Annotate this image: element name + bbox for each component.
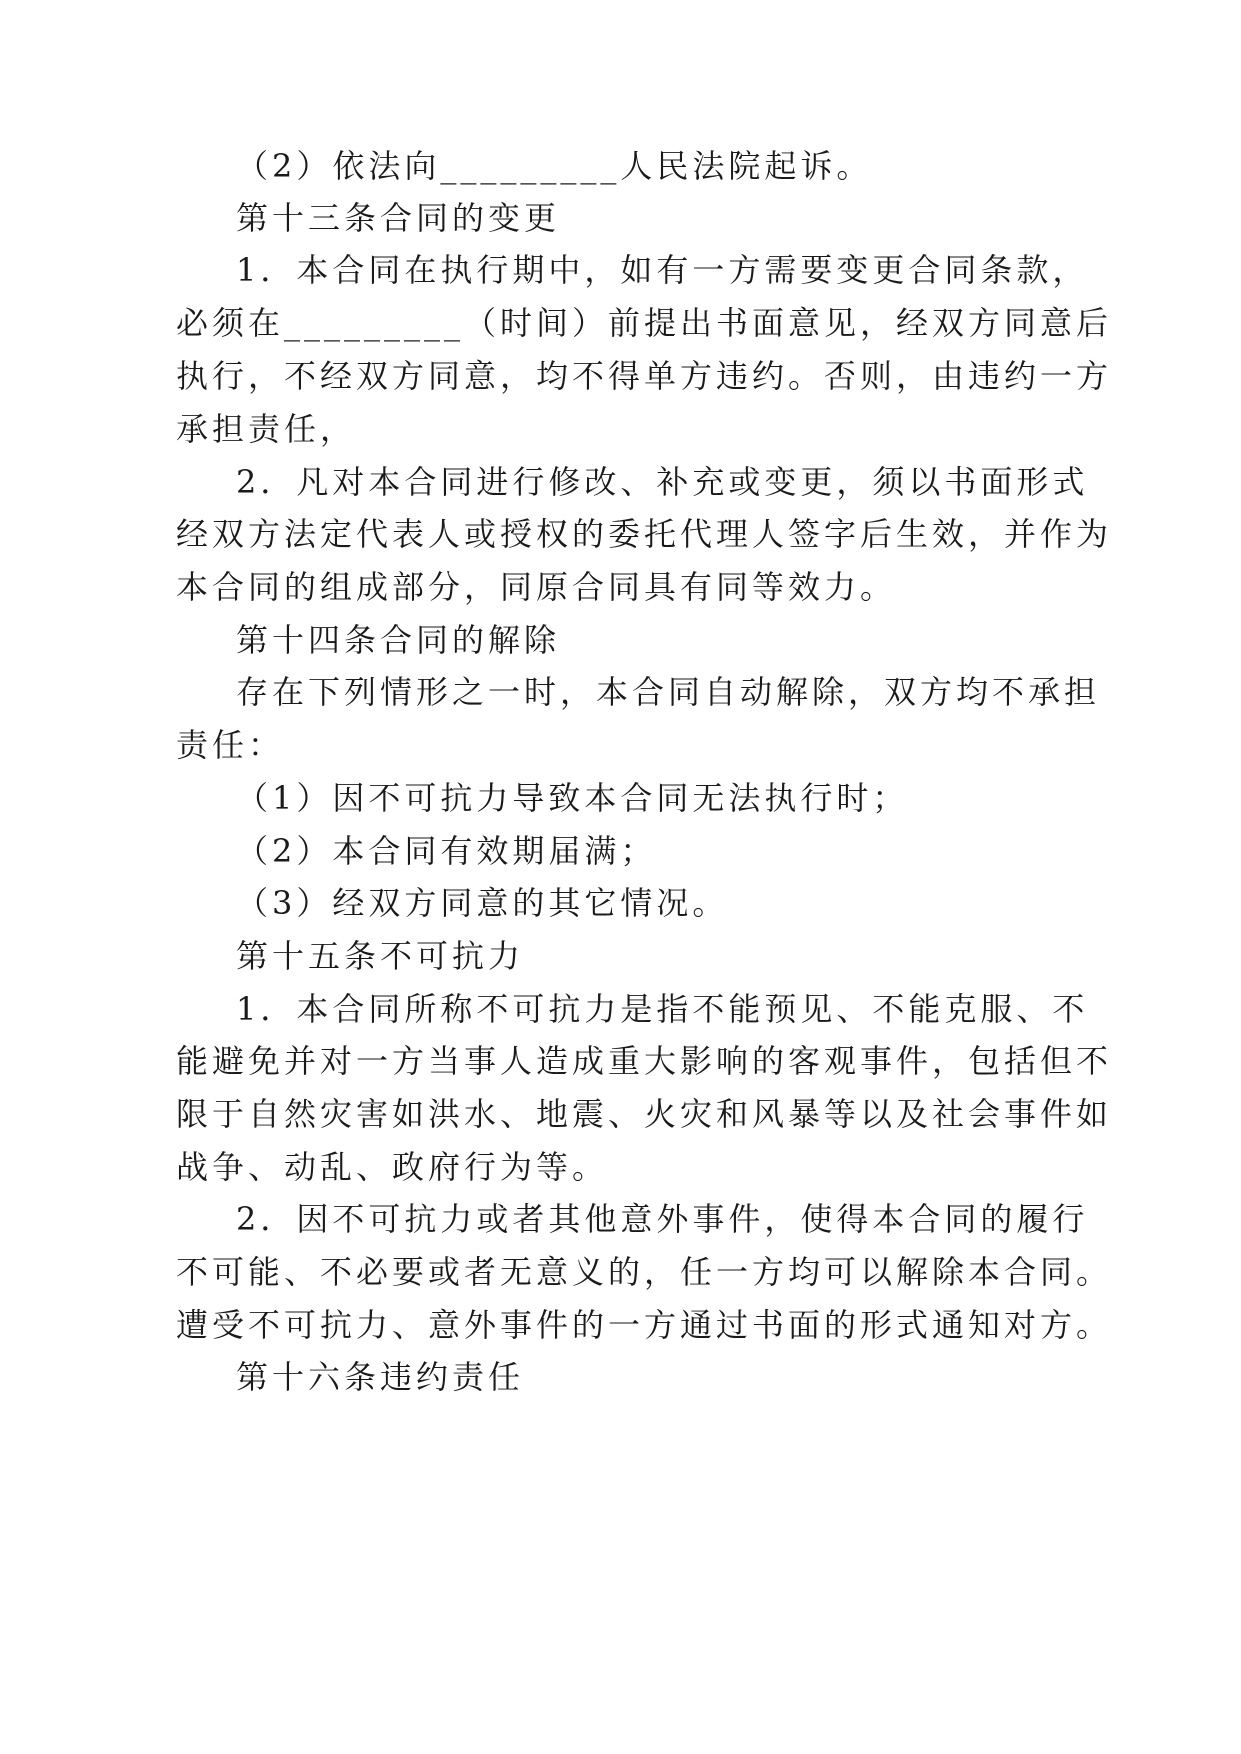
text-line-12: 责任：	[176, 726, 285, 764]
text-line-3: 1．本合同在执行期中，如有一方需要变更合同条款，	[236, 251, 1089, 289]
section-heading-14: 第十四条合同的解除	[236, 621, 561, 659]
text-line-4: 必须在_________（时间）前提出书面意见，经双方同意后	[176, 304, 1113, 342]
text-line-21: 2．因不可抗力或者其他意外事件，使得本合同的履行	[236, 1200, 1089, 1238]
text-line-17: 1．本合同所称不可抗力是指不能预见、不能克服、不	[236, 990, 1089, 1028]
text-line-6: 承担责任，	[176, 410, 357, 448]
text-line-5: 执行，不经双方同意，均不得单方违约。否则，由违约一方	[176, 357, 1113, 395]
section-heading-13: 第十三条合同的变更	[236, 199, 561, 237]
text-line-14: （2）本合同有效期届满；	[236, 832, 657, 870]
text-line-11: 存在下列情形之一时，本合同自动解除，双方均不承担	[236, 673, 1101, 711]
text-line-13: （1）因不可抗力导致本合同无法执行时；	[236, 779, 909, 817]
text-line-23: 遭受不可抗力、意外事件的一方通过书面的形式通知对方。	[176, 1306, 1113, 1344]
section-heading-16: 第十六条违约责任	[236, 1358, 525, 1396]
text-line-20: 战争、动乱、政府行为等。	[176, 1148, 609, 1186]
text-line-18: 能避免并对一方当事人造成重大影响的客观事件，包括但不	[176, 1042, 1113, 1080]
text-line-7: 2．凡对本合同进行修改、补充或变更，须以书面形式	[236, 463, 1089, 501]
text-line-8: 经双方法定代表人或授权的委托代理人签字后生效，并作为	[176, 515, 1113, 553]
text-line-9: 本合同的组成部分，同原合同具有同等效力。	[176, 568, 897, 606]
text-line-19: 限于自然灾害如洪水、地震、火灾和风暴等以及社会事件如	[176, 1095, 1113, 1133]
section-heading-15: 第十五条不可抗力	[236, 937, 525, 975]
text-line-1: （2）依法向_________人民法院起诉。	[236, 147, 873, 185]
text-line-15: （3）经双方同意的其它情况。	[236, 884, 729, 922]
text-line-22: 不可能、不必要或者无意义的，任一方均可以解除本合同。	[176, 1253, 1113, 1291]
